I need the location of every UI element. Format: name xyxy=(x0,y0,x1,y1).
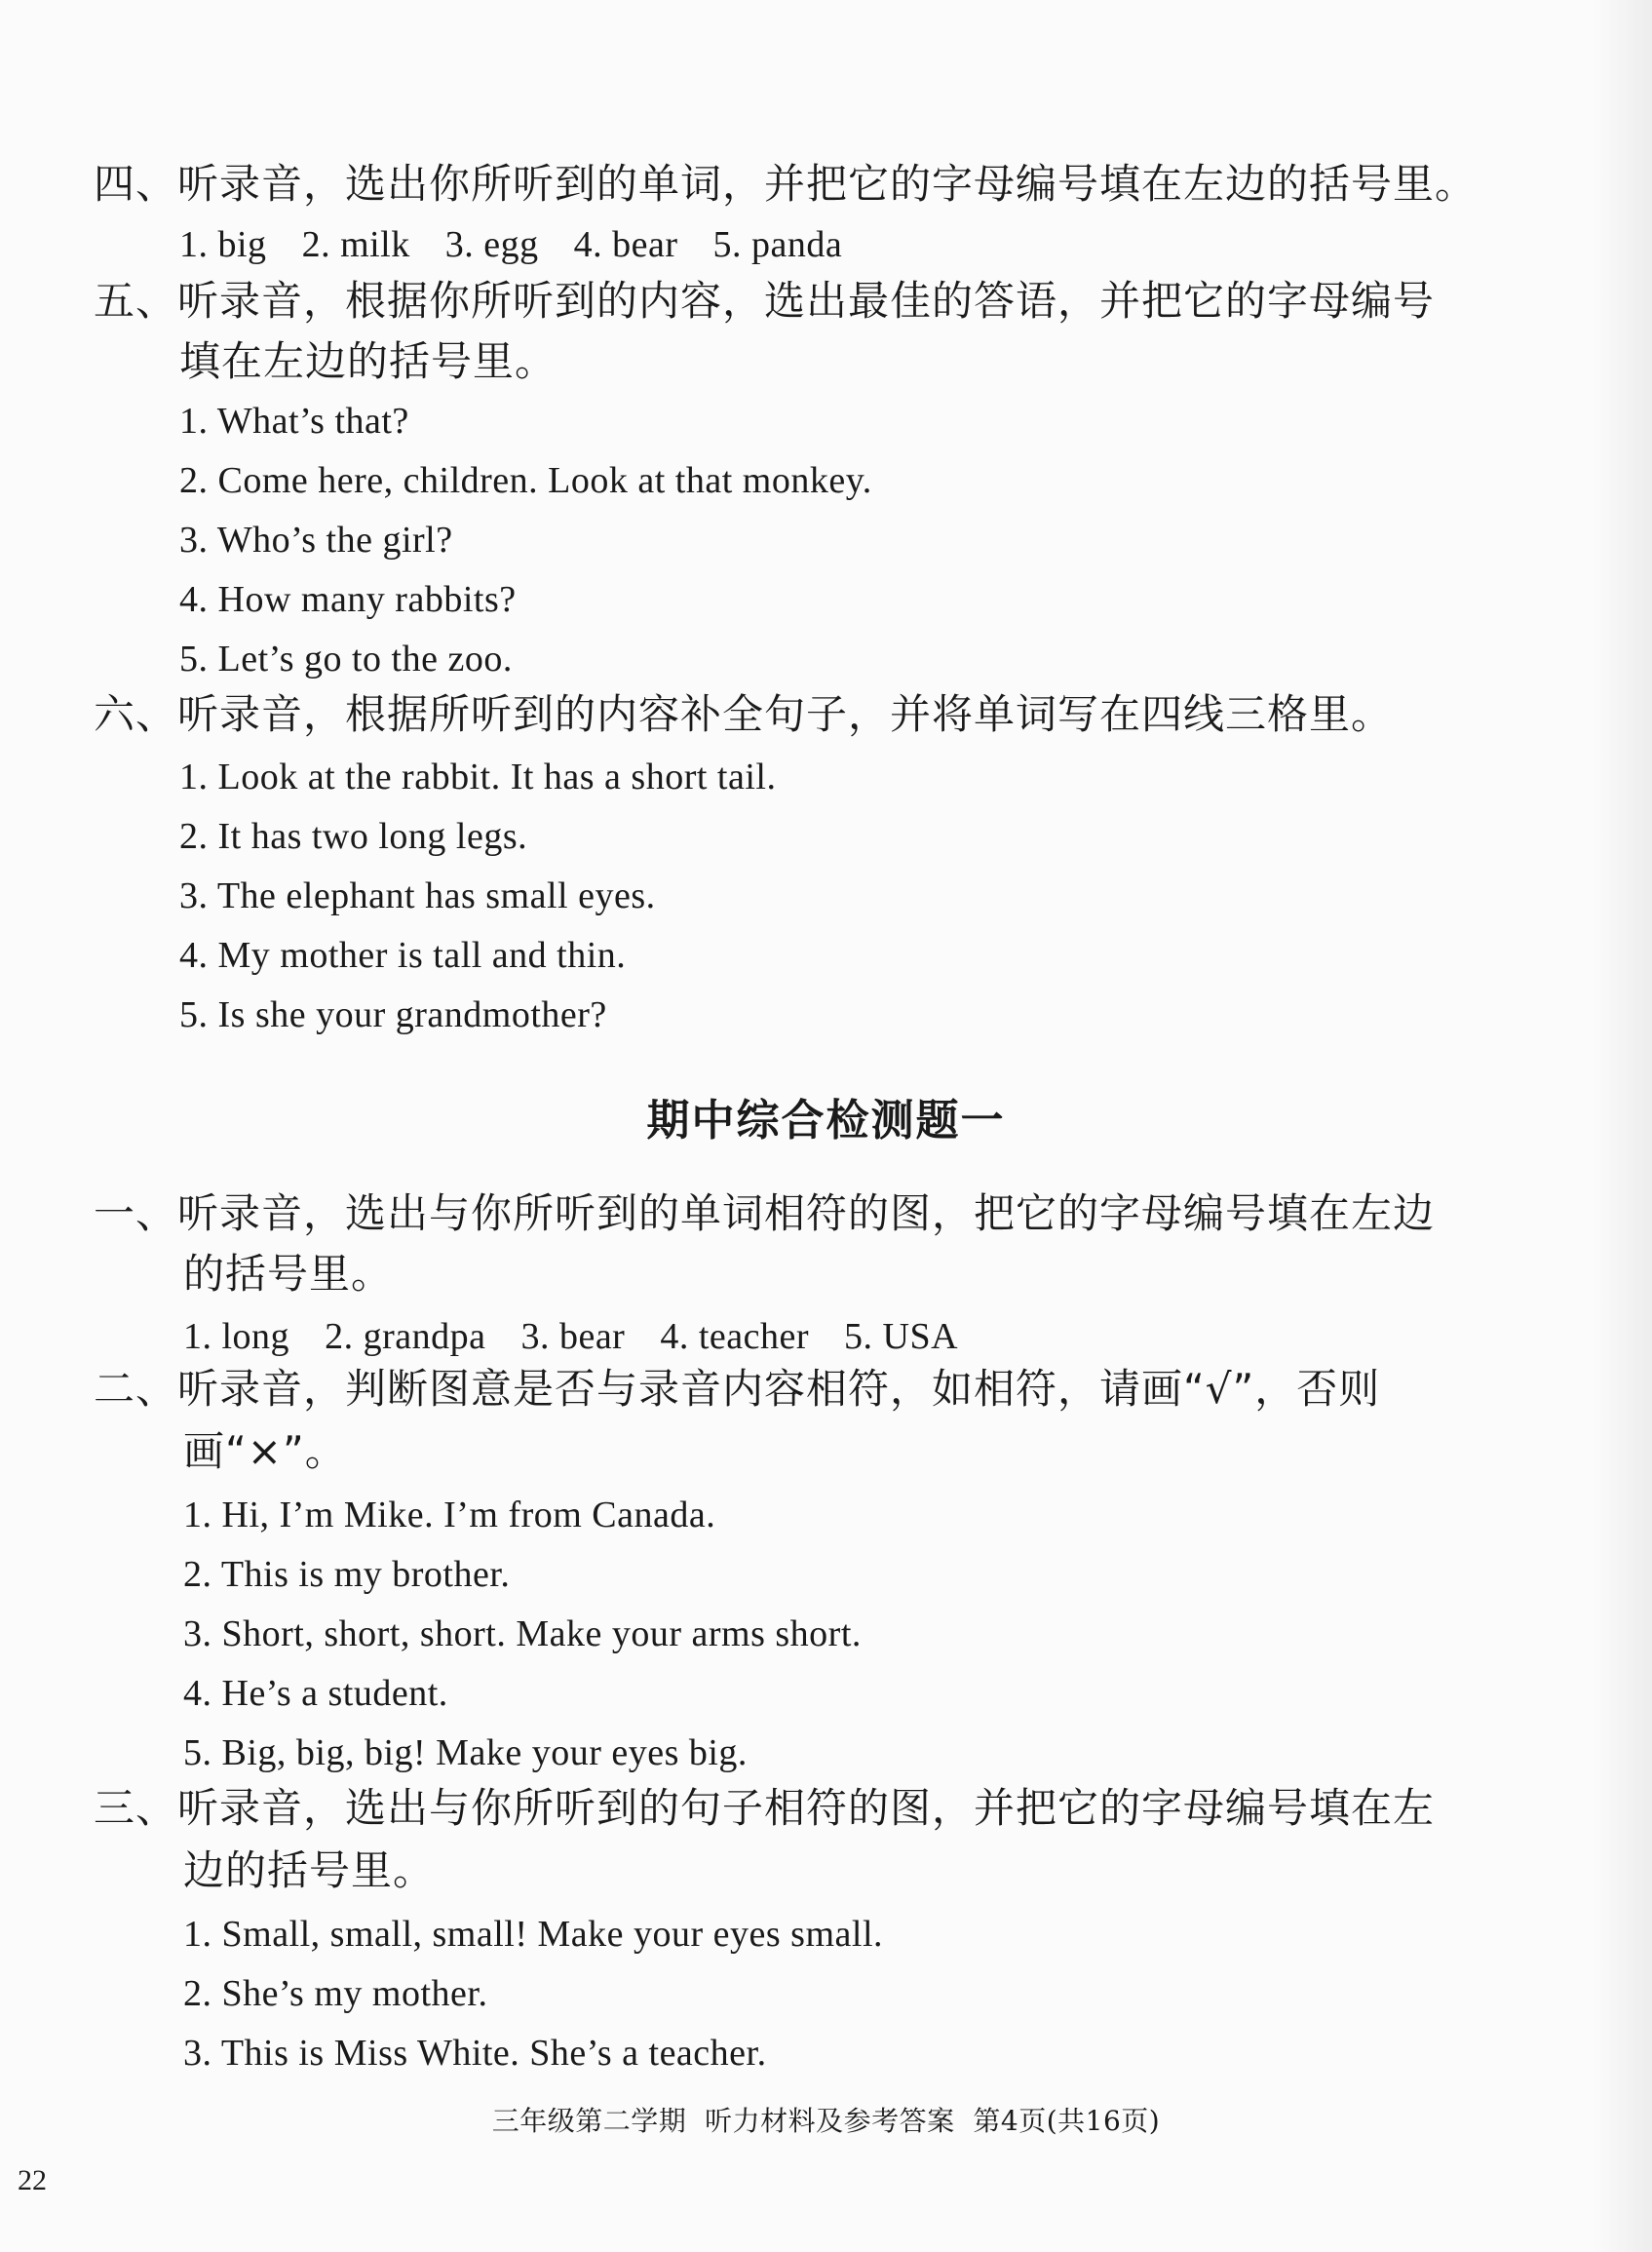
section-5-heading-line-2: 填在左边的括号里。 xyxy=(179,337,557,385)
word-item: 3. bear xyxy=(520,1316,626,1357)
word-item: 2. milk xyxy=(301,224,410,265)
list-item: 3. Who’s the girl? xyxy=(179,520,453,561)
exam-section-3-heading-line-1: 三、听录音，选出与你所听到的句子相符的图，并把它的字母编号填在左 xyxy=(94,1784,1436,1832)
section-4-heading: 四、听录音，选出你所听到的单词，并把它的字母编号填在左边的括号里。 xyxy=(94,160,1478,208)
list-item: 4. He’s a student. xyxy=(183,1673,448,1714)
list-item: 3. This is Miss White. She’s a teacher. xyxy=(183,2033,767,2074)
page-number: 22 xyxy=(18,2164,47,2196)
word-item: 5. USA xyxy=(844,1316,959,1357)
page-footer: 三年级第二学期 听力材料及参考答案 第4页(共16页) xyxy=(491,2105,1161,2137)
list-item: 2. Come here, children. Look at that monkey. xyxy=(179,460,872,501)
list-item: 4. My mother is tall and thin. xyxy=(179,935,627,976)
section-4-word-list xyxy=(179,226,842,263)
list-item: 3. The elephant has small eyes. xyxy=(179,875,656,916)
list-item: 5. Big, big, big! Make your eyes big. xyxy=(183,1732,748,1773)
exam-section-1-heading-line-1: 一、听录音，选出与你所听到的单词相符的图，把它的字母编号填在左边 xyxy=(94,1189,1436,1237)
word-item: 1. big xyxy=(179,224,267,265)
exam-section-1-heading-line-2: 的括号里。 xyxy=(183,1250,394,1298)
list-item: 1. What’s that? xyxy=(179,401,409,442)
exam-section-1-word-list xyxy=(183,1318,958,1355)
word-item: 2. grandpa xyxy=(325,1316,486,1357)
list-item: 1. Look at the rabbit. It has a short tail. xyxy=(179,757,777,797)
word-item: 4. bear xyxy=(573,224,678,265)
word-item: 5. panda xyxy=(712,224,843,265)
list-item: 2. She’s my mother. xyxy=(183,1973,488,2014)
word-item: 3. egg xyxy=(444,224,539,265)
list-item: 3. Short, short, short. Make your arms short. xyxy=(183,1613,862,1654)
exam-section-2-heading-line-1: 二、听录音，判断图意是否与录音内容相符，如相符，请画“√”，否则 xyxy=(94,1365,1381,1413)
exam-section-3-heading-line-2: 边的括号里。 xyxy=(183,1846,436,1894)
section-5-heading-line-1: 五、听录音，根据你所听到的内容，选出最佳的答语，并把它的字母编号 xyxy=(94,277,1436,325)
list-item: 2. This is my brother. xyxy=(183,1554,511,1595)
list-item: 2. It has two long legs. xyxy=(179,816,528,857)
list-item: 1. Hi, I’m Mike. I’m from Canada. xyxy=(183,1495,716,1535)
list-item: 5. Let’s go to the zoo. xyxy=(179,639,513,679)
word-item: 4. teacher xyxy=(660,1316,810,1357)
list-item: 4. How many rabbits? xyxy=(179,579,517,620)
exam-title: 期中综合检测题一 xyxy=(646,1096,1006,1145)
exam-section-2-heading-line-2: 画“×”。 xyxy=(183,1427,347,1475)
word-item: 1. long xyxy=(183,1316,290,1357)
list-item: 5. Is she your grandmother? xyxy=(179,994,607,1035)
section-6-heading: 六、听录音，根据所听到的内容补全句子，并将单词写在四线三格里。 xyxy=(94,690,1394,738)
list-item: 1. Small, small, small! Make your eyes small. xyxy=(183,1914,884,1955)
